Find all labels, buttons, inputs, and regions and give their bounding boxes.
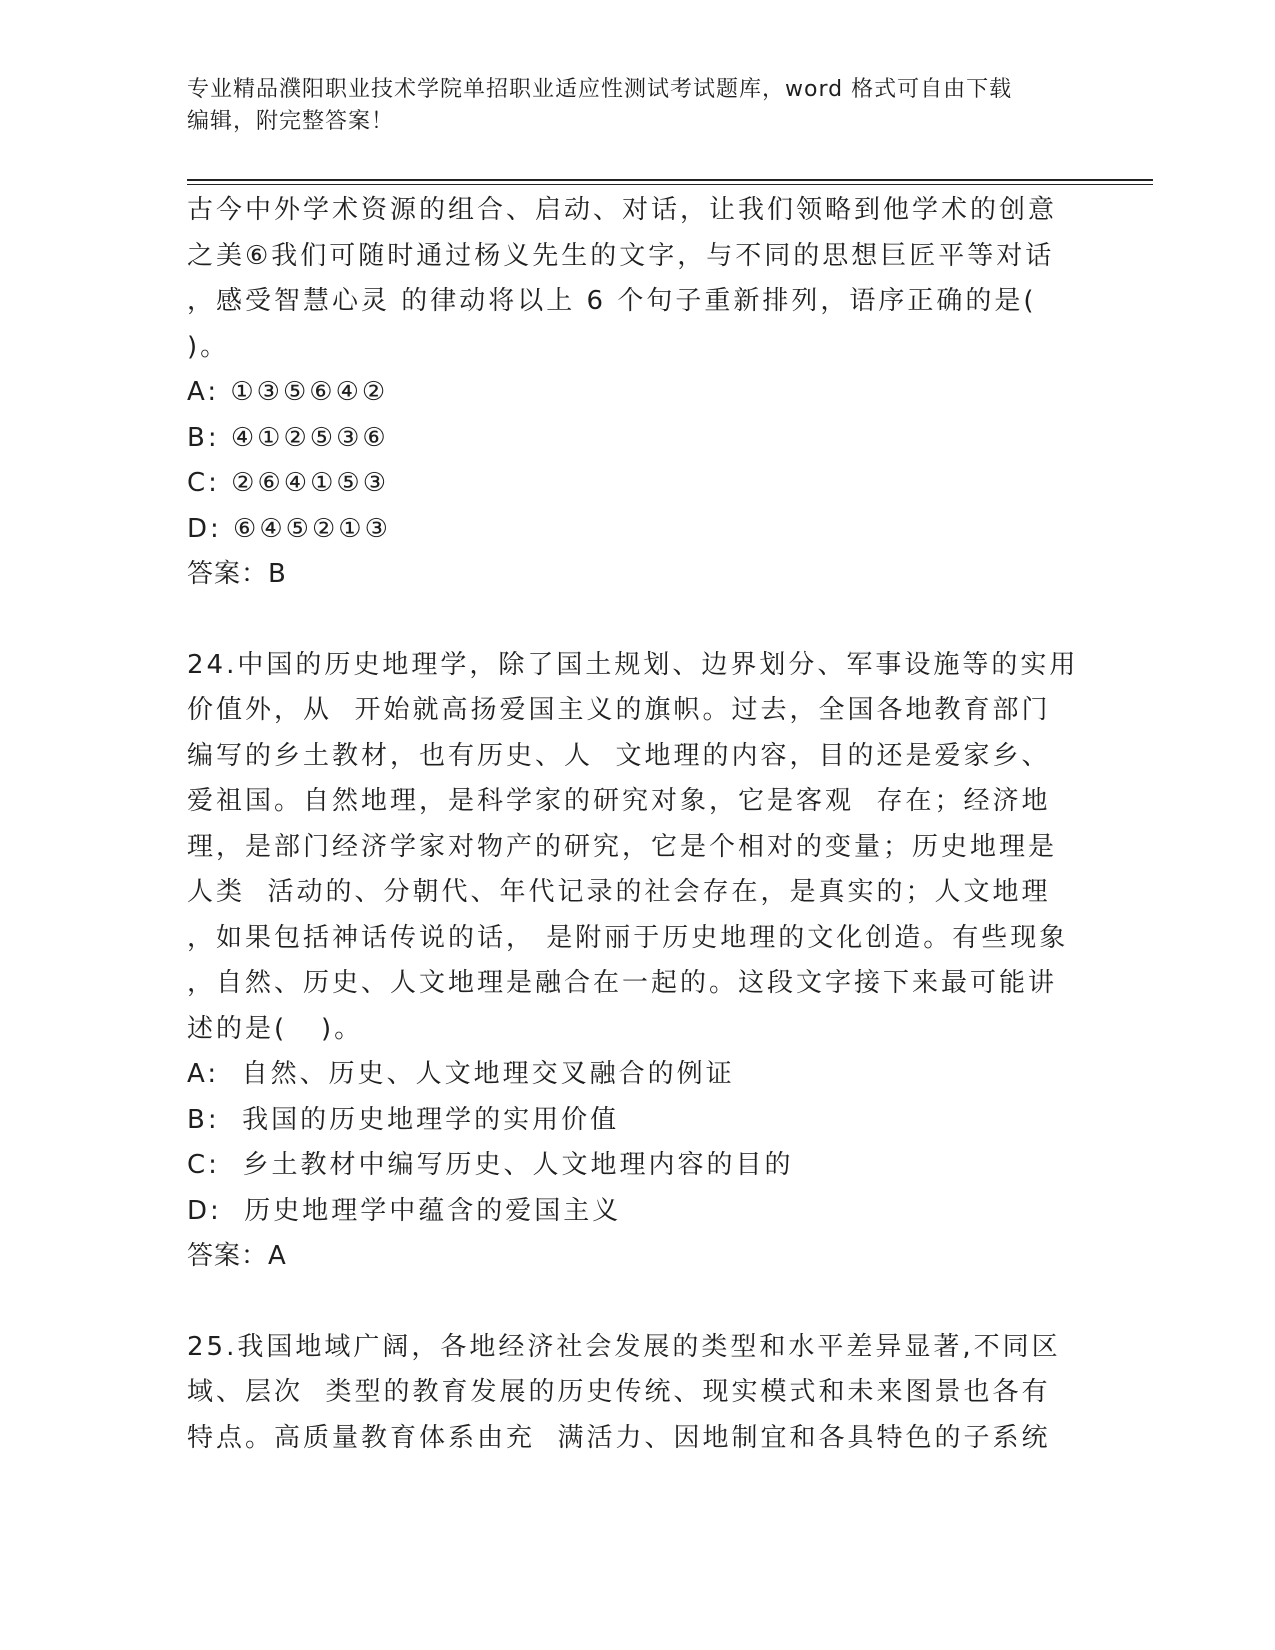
question-text-line: 爱祖国。自然地理，是科学家的研究对象，它是客观 存在；经济地 [187,786,1051,816]
option-b: B: 我国的历史地理学的实用价值 [187,1104,620,1135]
question-23 [187,188,1087,598]
question-text-line: 理，是部门经济学家对物产的研究，它是个相对的变量；历史地理是 [187,831,1058,862]
option-a: A: 自然、历史、人文地理交叉融合的例证 [187,1059,735,1089]
question-24 [187,643,1087,1280]
option-c: C: 乡土教材中编写历史、人文地理内容的目的 [187,1150,794,1180]
option-a: A: ①③⑤⑥④② [187,377,389,407]
question-text-line: ，感受智慧心灵 的律动将以上 6 个句子重新排列，语序正确的是( [187,286,1037,316]
question-text-line: 古今中外学术资源的组合、启动、对话，让我们领略到他学术的创意 [187,195,1058,225]
question-text-line: 特点。高质量教育体系由充 满活力、因地制宜和各具特色的子系统 [187,1422,1051,1453]
option-d: D: 历史地理学中蕴含的爱国主义 [187,1195,622,1226]
question-text-line: ，自然、历史、人文地理是融合在一起的。这段文字接下来最可能讲 [187,968,1058,998]
question-text-line: 述的是( )。 [187,1013,364,1044]
header-rule-thin [187,184,1153,185]
option-b: B: ④①②⑤③⑥ [187,422,389,453]
header-line-1: 专业精品濮阳职业技术学院单招职业适应性测试考试题库，word 格式可自由下载 [187,77,1013,102]
answer-line: 答案：B [187,559,287,589]
question-25 [187,1325,1087,1462]
question-text-line: 域、层次 类型的教育发展的历史传统、现实模式和未来图景也各有 [187,1377,1051,1407]
question-text-line: )。 [187,331,230,362]
spacer [187,1280,1087,1325]
question-text-line: 之美⑥我们可随时通过杨义先生的文字，与不同的思想巨匠平等对话 [187,240,1055,271]
question-text-line: 编写的乡土教材，也有历史、人 文地理的内容，目的还是爱家乡、 [187,740,1051,771]
question-text-line: ，如果包括神话传说的话， 是附丽于历史地理的文化创造。有些现象 [187,922,1069,953]
question-text-line: 25.我国地域广阔，各地经济社会发展的类型和水平差异显著,不同区 [187,1331,1061,1362]
option-c: C: ②⑥④①⑤③ [187,468,390,498]
page-header [187,74,1067,138]
question-text-line: 24.中国的历史地理学，除了国土规划、边界划分、军事设施等的实用 [187,649,1079,680]
question-text-line: 价值外，从 开始就高扬爱国主义的旗帜。过去，全国各地教育部门 [187,695,1051,725]
header-line-2: 编辑，附完整答案！ [187,109,395,134]
answer-line: 答案：A [187,1241,287,1271]
option-d: D: ⑥④⑤②①③ [187,513,391,544]
question-text-line: 人类 活动的、分朝代、年代记录的社会存在，是真实的；人文地理 [187,877,1051,907]
spacer [187,598,1087,643]
header-rule-thick [187,179,1153,181]
document-body [187,188,1087,1461]
